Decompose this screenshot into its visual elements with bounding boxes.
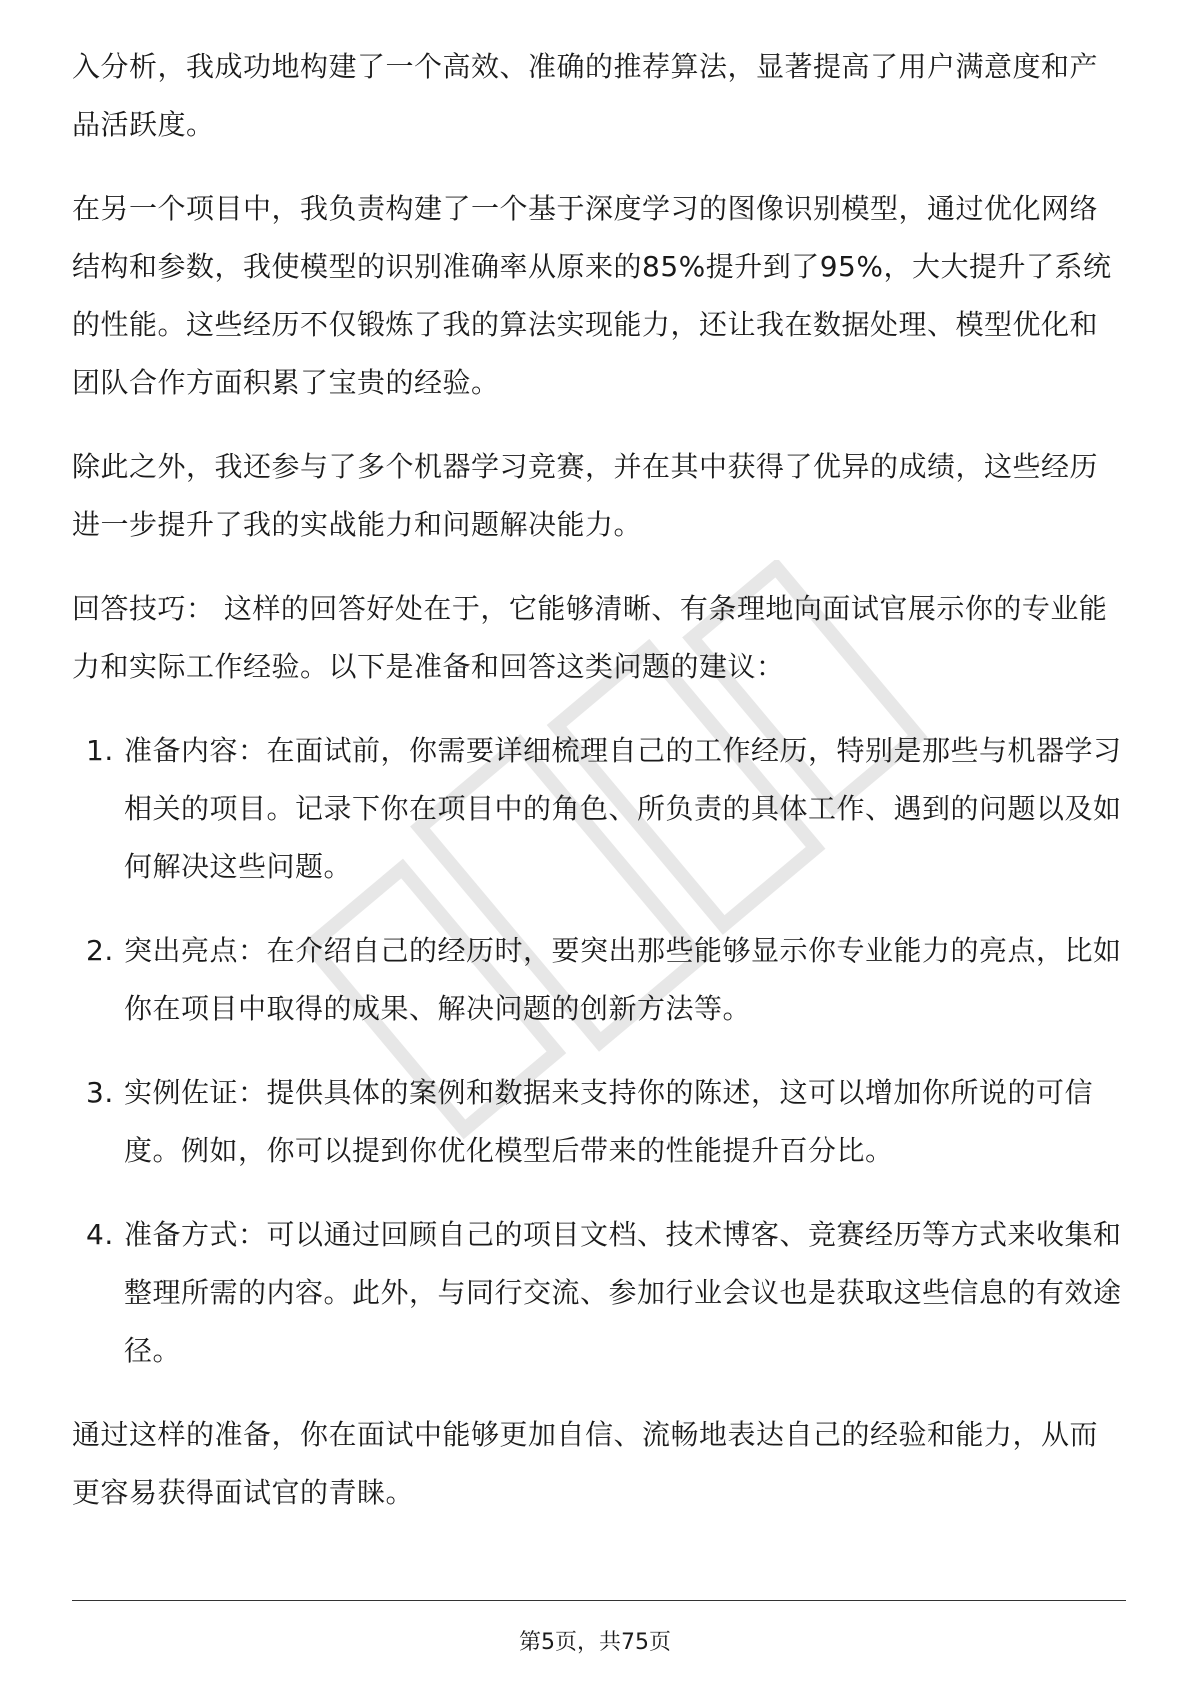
list-item-text: 突出亮点：在介绍自己的经历时，要突出那些能够显示你专业能力的亮点，比如你在项目中取得的成果、解决问题的创新方法等。 <box>124 934 1122 1025</box>
list-number: 1. <box>86 734 114 767</box>
list-item <box>72 722 1122 896</box>
list-number: 2. <box>86 934 114 967</box>
document-body <box>72 38 1122 1548</box>
list-item <box>72 1206 1122 1380</box>
footer-divider <box>72 1600 1126 1601</box>
paragraph: 在另一个项目中，我负责构建了一个基于深度学习的图像识别模型，通过优化网络结构和参数，我使模型的识别准确率从原来的85%提升到了95%，大大提升了系统的性能。这些经历不仅锻炼了我的算法实现能力，还让我在数据处理、模型优化和团队合作方面积累了宝贵的经验。 <box>72 192 1112 399</box>
list-number: 3. <box>86 1076 114 1109</box>
answer-tips-intro: 回答技巧： 这样的回答好处在于，它能够清晰、有条理地向面试官展示你的专业能力和实际工作经验。以下是准备和回答这类问题的建议： <box>72 592 1108 683</box>
list-item <box>72 1064 1122 1180</box>
closing-paragraph: 通过这样的准备，你在面试中能够更加自信、流畅地表达自己的经验和能力，从而更容易获得面试官的青睐。 <box>72 1418 1099 1509</box>
list-number: 4. <box>86 1218 114 1251</box>
list-item-text: 准备方式：可以通过回顾自己的项目文档、技术博客、竞赛经历等方式来收集和整理所需的内容。此外，与同行交流、参加行业会议也是获取这些信息的有效途径。 <box>124 1218 1122 1367</box>
tips-list <box>72 722 1122 1380</box>
list-item-text: 实例佐证：提供具体的案例和数据来支持你的陈述，这可以增加你所说的可信度。例如，你可以提到你优化模型后带来的性能提升百分比。 <box>124 1076 1094 1167</box>
paragraph: 除此之外，我还参与了多个机器学习竞赛，并在其中获得了优异的成绩，这些经历进一步提升了我的实战能力和问题解决能力。 <box>72 450 1099 541</box>
paragraph: 入分析，我成功地构建了一个高效、准确的推荐算法，显著提高了用户满意度和产品活跃度。 <box>72 50 1099 141</box>
list-item <box>72 922 1122 1038</box>
list-item-text: 准备内容：在面试前，你需要详细梳理自己的工作经历，特别是那些与机器学习相关的项目。记录下你在项目中的角色、所负责的具体工作、遇到的问题以及如何解决这些问题。 <box>124 734 1122 883</box>
page-number: 第5页，共75页 <box>519 1630 671 1655</box>
